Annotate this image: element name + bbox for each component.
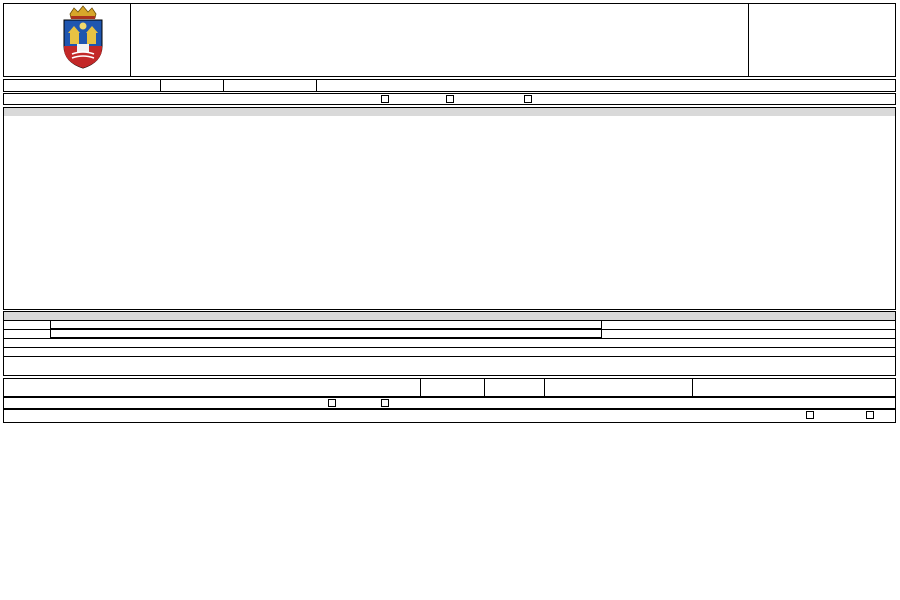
roll-number-field[interactable] (160, 79, 224, 92)
nonresidential-checkbox[interactable] (446, 95, 454, 103)
header-frame (3, 3, 896, 77)
s2-prenume-field[interactable] (50, 329, 602, 338)
mixed-checkbox[interactable] (524, 95, 532, 103)
exemption-da-checkbox[interactable] (328, 399, 336, 407)
oradea-coat-of-arms-icon (58, 4, 108, 72)
residential-checkbox[interactable] (381, 95, 389, 103)
s2-numele-field[interactable] (50, 320, 602, 329)
section-1 (3, 107, 896, 310)
bloc-multi-nu-checkbox[interactable] (866, 411, 874, 419)
bloc-multi-da-checkbox[interactable] (806, 411, 814, 419)
exemption-nu-checkbox[interactable] (381, 399, 389, 407)
